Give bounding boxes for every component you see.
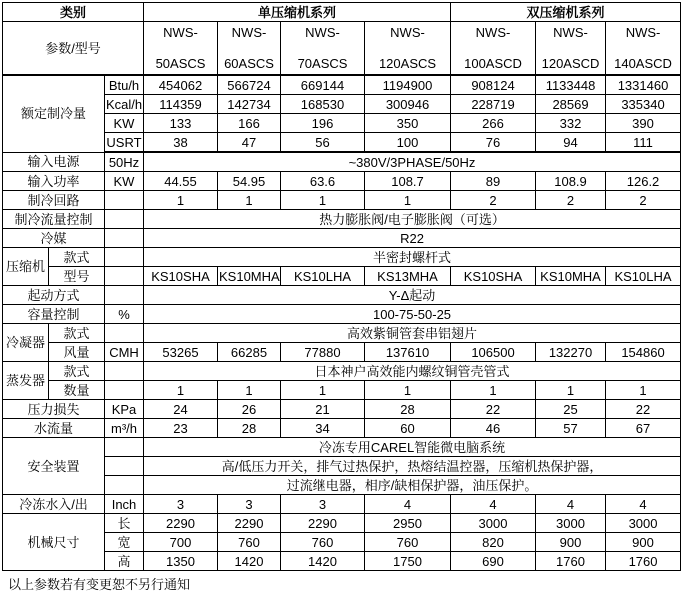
value-cell: 228719 <box>451 95 536 114</box>
model-cell-nws-120ascs <box>365 22 451 76</box>
value-cell: 3000 <box>536 514 606 533</box>
value-cell: KS13MHA <box>365 267 451 286</box>
table-row <box>3 191 681 210</box>
model-cell-nws-60ascs <box>218 22 281 76</box>
table-row <box>3 22 681 76</box>
value-cell: 760 <box>365 533 451 552</box>
table-row <box>3 419 681 438</box>
unit-cell <box>105 476 144 495</box>
value-cell: 2 <box>536 191 606 210</box>
value-cell: 1194900 <box>365 75 451 95</box>
value-cell: 1350 <box>144 552 218 571</box>
model-cell-nws-50ascs <box>144 22 218 76</box>
value-cell: 2950 <box>365 514 451 533</box>
category-header-cell: 类别 <box>3 3 144 22</box>
model-cell-nws-70ascs <box>281 22 365 76</box>
table-row <box>3 476 681 495</box>
row-label-evaporator: 蒸发器 <box>3 362 49 400</box>
value-cell: 669144 <box>281 75 365 95</box>
value-cell: 700 <box>144 533 218 552</box>
value-cell: 4 <box>606 495 681 514</box>
value-cell: 2290 <box>281 514 365 533</box>
sub-label-air-volume: 风量 <box>49 343 105 362</box>
footer-note: 以上参数若有变更恕不另行通知 <box>8 577 191 592</box>
model-code: 60ASCS <box>224 56 274 71</box>
value-cell: 760 <box>281 533 365 552</box>
row-label-flow-control: 制冷流量控制 <box>3 210 105 229</box>
value-cell: 67 <box>606 419 681 438</box>
row-label-refrigerant: 冷媒 <box>3 229 105 248</box>
table-row <box>3 210 681 229</box>
model-cell-nws-100ascd <box>451 22 536 76</box>
span-value-capacity-steps: 100-75-50-25 <box>144 305 681 324</box>
param-model-header-cell: 参数/型号 <box>3 22 144 76</box>
value-cell: 1 <box>365 381 451 400</box>
unit-cell: USRT <box>105 133 144 153</box>
value-cell: 1 <box>218 381 281 400</box>
value-cell: 126.2 <box>606 172 681 191</box>
value-cell: 114359 <box>144 95 218 114</box>
unit-cell: % <box>105 305 144 324</box>
value-cell: 566724 <box>218 75 281 95</box>
table-row <box>3 286 681 305</box>
value-cell: 22 <box>606 400 681 419</box>
value-cell: 108.9 <box>536 172 606 191</box>
value-cell: 1 <box>218 191 281 210</box>
unit-cell <box>105 267 144 286</box>
unit-cell: CMH <box>105 343 144 362</box>
value-cell: 66285 <box>218 343 281 362</box>
unit-cell <box>105 324 144 343</box>
value-cell: 133 <box>144 114 218 133</box>
table-row <box>3 75 681 95</box>
row-label-machine-dimensions: 机械尺寸 <box>3 514 105 571</box>
value-cell: 760 <box>218 533 281 552</box>
value-cell: 137610 <box>365 343 451 362</box>
value-cell: 94 <box>536 133 606 153</box>
value-cell: 108.7 <box>365 172 451 191</box>
value-cell: KS10LHA <box>606 267 681 286</box>
span-value-starting-method: Y-Δ起动 <box>144 286 681 305</box>
model-code: 140ASCD <box>614 56 672 71</box>
model-code: 120ASCS <box>378 56 437 71</box>
value-cell: KS10SHA <box>144 267 218 286</box>
value-cell: 34 <box>281 419 365 438</box>
value-cell: 1 <box>281 191 365 210</box>
value-cell: 26 <box>218 400 281 419</box>
value-cell: KS10LHA <box>281 267 365 286</box>
value-cell: 690 <box>451 552 536 571</box>
value-cell: 2290 <box>144 514 218 533</box>
value-cell: 89 <box>451 172 536 191</box>
sub-label-width: 宽 <box>105 533 144 552</box>
value-cell: 111 <box>606 133 681 153</box>
span-value-condenser-style: 高效紫铜管套串铝翅片 <box>144 324 681 343</box>
table-row <box>3 305 681 324</box>
value-cell: 154860 <box>606 343 681 362</box>
model-prefix: NWS- <box>163 25 198 40</box>
table-row <box>3 133 681 153</box>
sub-label-style: 款式 <box>49 324 105 343</box>
value-cell: 28 <box>218 419 281 438</box>
row-label-starting-method: 起动方式 <box>3 286 105 305</box>
sub-label-height: 高 <box>105 552 144 571</box>
unit-cell <box>105 229 144 248</box>
value-cell: 38 <box>144 133 218 153</box>
row-label-pressure-loss: 压力损失 <box>3 400 105 419</box>
span-value-safety-line3: 过流继电器，相序/缺相保护器，油压保护。 <box>144 476 681 495</box>
value-cell: 46 <box>451 419 536 438</box>
span-value-safety-line1: 冷冻专用CAREL智能微电脑系统 <box>144 438 681 457</box>
value-cell: 1420 <box>281 552 365 571</box>
value-cell: 4 <box>536 495 606 514</box>
row-label-condenser: 冷凝器 <box>3 324 49 362</box>
value-cell: 166 <box>218 114 281 133</box>
unit-cell <box>105 248 144 267</box>
row-label-input-power-supply: 输入电源 <box>3 152 105 172</box>
value-cell: 900 <box>606 533 681 552</box>
model-prefix: NWS- <box>390 25 425 40</box>
row-label-safety-devices: 安全装置 <box>3 438 105 495</box>
model-code: 50ASCS <box>155 56 206 71</box>
unit-cell <box>105 362 144 381</box>
model-cell-nws-140ascd <box>606 22 681 76</box>
sub-label-length: 长 <box>105 514 144 533</box>
value-cell: 3000 <box>606 514 681 533</box>
value-cell: 2 <box>606 191 681 210</box>
unit-cell: KPa <box>105 400 144 419</box>
unit-cell <box>105 286 144 305</box>
value-cell: 1 <box>451 381 536 400</box>
sub-label-style: 款式 <box>49 248 105 267</box>
table-row <box>3 172 681 191</box>
compressor-spec-table <box>2 2 681 571</box>
span-value-voltage: ~380V/3PHASE/50Hz <box>144 152 681 172</box>
span-value-evaporator-style: 日本神户高效能内螺纹铜管壳管式 <box>144 362 681 381</box>
value-cell: 57 <box>536 419 606 438</box>
table-row <box>3 3 681 22</box>
table-row <box>3 438 681 457</box>
value-cell: 168530 <box>281 95 365 114</box>
value-cell: 47 <box>218 133 281 153</box>
value-cell: 21 <box>281 400 365 419</box>
table-row <box>3 552 681 571</box>
value-cell: 2290 <box>218 514 281 533</box>
value-cell: 3 <box>281 495 365 514</box>
unit-cell <box>105 438 144 457</box>
sub-label-style: 款式 <box>49 362 105 381</box>
value-cell: 100 <box>365 133 451 153</box>
value-cell: 1 <box>144 381 218 400</box>
value-cell: 63.6 <box>281 172 365 191</box>
unit-cell: 50Hz <box>105 152 144 172</box>
value-cell: 335340 <box>606 95 681 114</box>
unit-cell <box>105 381 144 400</box>
value-cell: 22 <box>451 400 536 419</box>
value-cell: 23 <box>144 419 218 438</box>
value-cell: 350 <box>365 114 451 133</box>
value-cell: 1133448 <box>536 75 606 95</box>
unit-cell: KW <box>105 172 144 191</box>
value-cell: 820 <box>451 533 536 552</box>
model-prefix: NWS- <box>305 25 340 40</box>
value-cell: 1 <box>536 381 606 400</box>
value-cell: 132270 <box>536 343 606 362</box>
value-cell: 54.95 <box>218 172 281 191</box>
unit-cell: KW <box>105 114 144 133</box>
value-cell: 2 <box>451 191 536 210</box>
table-row <box>3 114 681 133</box>
model-cell-nws-120ascd <box>536 22 606 76</box>
unit-cell: Kcal/h <box>106 96 143 112</box>
row-label-water-flow: 水流量 <box>3 419 105 438</box>
model-prefix: NWS- <box>553 25 588 40</box>
table-row <box>3 343 681 362</box>
value-cell: 44.55 <box>144 172 218 191</box>
value-cell: 28569 <box>536 95 606 114</box>
table-row <box>3 533 681 552</box>
table-row <box>3 152 681 172</box>
model-code: 100ASCD <box>464 56 522 71</box>
row-label-compressor: 压缩机 <box>3 248 49 286</box>
value-cell: 1420 <box>218 552 281 571</box>
table-row <box>3 457 681 476</box>
value-cell: 142734 <box>218 95 281 114</box>
unit-cell: Inch <box>105 495 144 514</box>
table-row <box>3 324 681 343</box>
row-label-rated-cooling-capacity: 额定制冷量 <box>3 75 105 152</box>
double-compressor-series-header: 双压缩机系列 <box>451 3 681 22</box>
value-cell: 900 <box>536 533 606 552</box>
value-cell: 106500 <box>451 343 536 362</box>
value-cell: 390 <box>606 114 681 133</box>
span-value-safety-line2: 高/低压力开关，排气过热保护，热熔结温控器，压缩机热保护器， <box>144 457 681 476</box>
table-row <box>3 381 681 400</box>
sub-label-quantity: 数量 <box>49 381 105 400</box>
unit-cell: m³/h <box>105 419 144 438</box>
value-cell: 3000 <box>451 514 536 533</box>
model-code: 120ASCD <box>541 56 600 71</box>
model-prefix: NWS- <box>625 25 661 40</box>
single-compressor-series-header: 单压缩机系列 <box>144 3 451 22</box>
value-cell: 300946 <box>365 95 451 114</box>
value-cell: 3 <box>144 495 218 514</box>
value-cell: 908124 <box>451 75 536 95</box>
value-cell: 1760 <box>606 552 681 571</box>
value-cell: 266 <box>451 114 536 133</box>
spec-table-body <box>3 3 681 571</box>
model-prefix: NWS- <box>231 25 267 40</box>
table-row <box>3 362 681 381</box>
value-cell: 1760 <box>536 552 606 571</box>
row-label-input-power: 输入功率 <box>3 172 105 191</box>
value-cell: 4 <box>365 495 451 514</box>
value-cell: 24 <box>144 400 218 419</box>
value-cell: KS10MHA <box>219 268 280 284</box>
value-cell: KS10SHA <box>451 267 536 286</box>
unit-cell <box>105 210 144 229</box>
value-cell: 53265 <box>144 343 218 362</box>
table-row <box>3 495 681 514</box>
value-cell: 25 <box>536 400 606 419</box>
value-cell: 1750 <box>365 552 451 571</box>
value-cell: 3 <box>218 495 281 514</box>
model-code: 70ASCS <box>297 56 348 71</box>
value-cell: 28 <box>365 400 451 419</box>
value-cell: 77880 <box>281 343 365 362</box>
value-cell: 1 <box>144 191 218 210</box>
value-cell: 76 <box>451 133 536 153</box>
row-label-chilled-water-in-out: 冷冻水入/出 <box>3 495 105 514</box>
span-value-refrigerant: R22 <box>144 229 681 248</box>
table-row <box>3 229 681 248</box>
value-cell: 1 <box>281 381 365 400</box>
value-cell: 332 <box>536 114 606 133</box>
span-value-compressor-style: 半密封螺杆式 <box>144 248 681 267</box>
value-cell: 1 <box>365 191 451 210</box>
table-row <box>3 514 681 533</box>
sub-label-model: 型号 <box>49 267 105 286</box>
value-cell: 4 <box>451 495 536 514</box>
span-value-expansion-valve: 热力膨胀阀/电子膨胀阀（可选） <box>144 210 681 229</box>
value-cell: 56 <box>281 133 365 153</box>
table-row <box>3 267 681 286</box>
unit-cell: Btu/h <box>105 75 144 95</box>
unit-cell <box>105 191 144 210</box>
value-cell: 60 <box>365 419 451 438</box>
row-label-capacity-control: 容量控制 <box>3 305 105 324</box>
table-row <box>3 95 681 114</box>
value-cell: 196 <box>281 114 365 133</box>
value-cell: 454062 <box>144 75 218 95</box>
table-row <box>3 400 681 419</box>
value-cell: 1 <box>606 381 681 400</box>
row-label-refrigeration-circuit: 制冷回路 <box>3 191 105 210</box>
value-cell: 1331460 <box>606 75 681 95</box>
table-row <box>3 248 681 267</box>
unit-cell <box>105 457 144 476</box>
value-cell: KS10MHA <box>536 267 606 286</box>
model-prefix: NWS- <box>475 25 511 40</box>
